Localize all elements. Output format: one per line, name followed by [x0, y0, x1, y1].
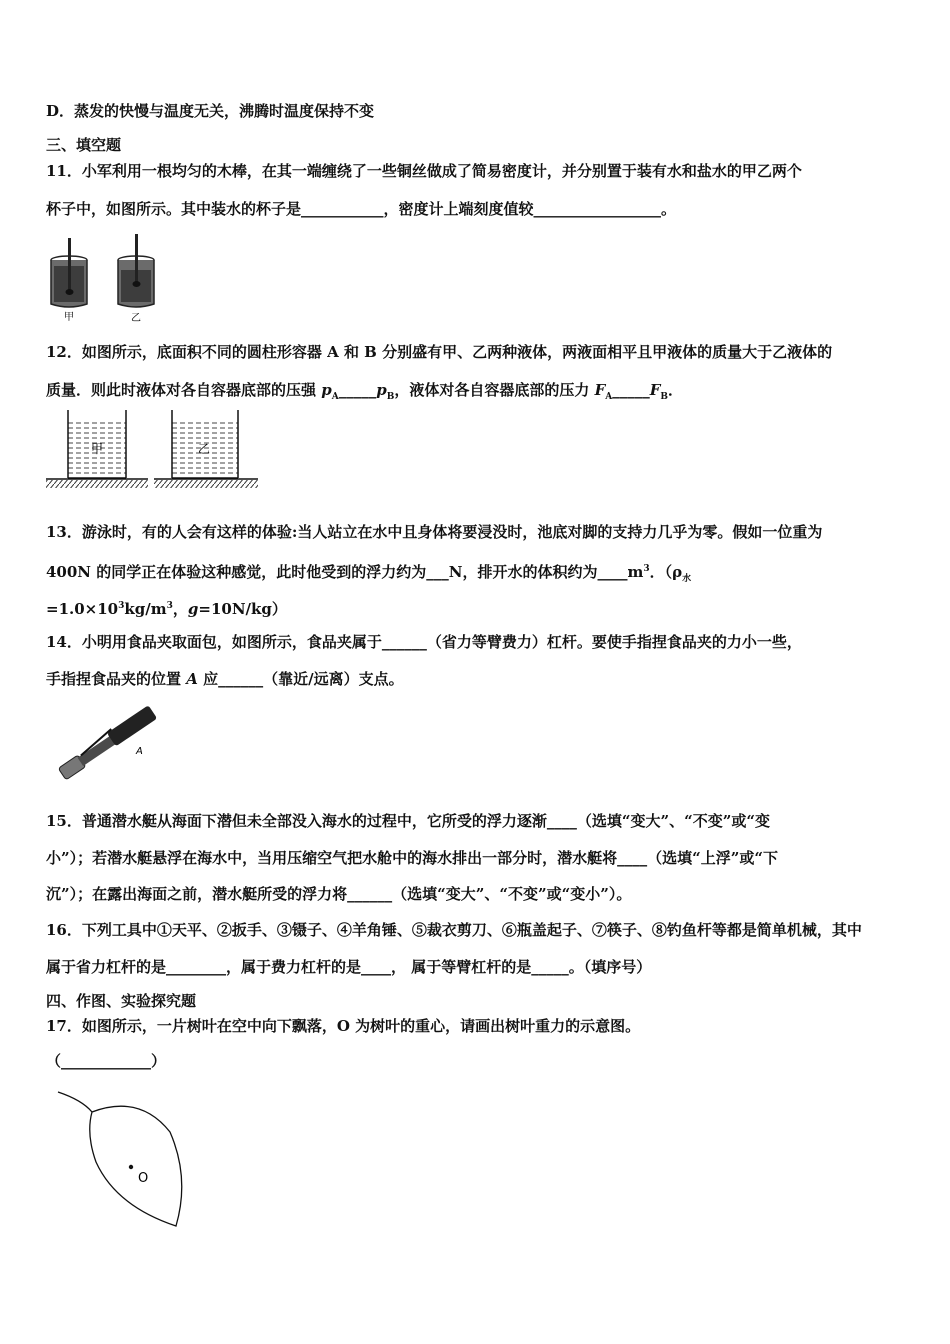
q16-line-2: 属于省力杠杆的是________，属于费力杠杆的是____， 属于等臂杠杆的是_____。（填序号） — [46, 958, 652, 976]
beaker-jia — [51, 238, 87, 307]
container-b-label: 乙 — [198, 442, 211, 456]
ground-hatching — [46, 479, 258, 488]
q14-tongs-figure — [48, 700, 168, 782]
center-of-gravity-dot — [129, 1165, 133, 1169]
beaker-yi-label: 乙 — [131, 313, 141, 324]
q16-line-1: 16．下列工具中①天平、②扳手、③镊子、④羊角锤、⑤裁衣剪刀、⑥瓶盖起子、⑦筷子、⑧钓鱼杆等都是简单机械，其中 — [46, 921, 862, 939]
q12-container-figure — [44, 406, 260, 490]
q15-line-1: 15．普通潜水艇从海面下潜但未全部没入海水的过程中，它所受的浮力逐渐____（选填“变大”、“不变”或“变 — [46, 812, 771, 830]
q17-answer-blank: （____________） — [46, 1052, 167, 1070]
q11-line-1: 11．小军利用一根均匀的木棒，在其一端缠绕了一些铜丝做成了简易密度计，并分别置于装有水和盐水的甲乙两个 — [46, 162, 802, 180]
q15-line-2: 小”）；若潜水艇悬浮在海水中，当用压缩空气把水舱中的海水排出一部分时，潜水艇将____（选填“上浮”或“下 — [46, 849, 779, 867]
q11-line-2: 杯子中，如图所示。其中装水的杯子是___________，密度计上端刻度值较_________________。 — [46, 200, 677, 218]
q13-line-1: 13．游泳时，有的人会有这样的体验:当人站立在水中且身体将要浸没时，池底对脚的支持力几乎为零。假如一位重为 — [46, 523, 823, 541]
option-d: D．蒸发的快慢与温度无关，沸腾时温度保持不变 — [46, 102, 375, 120]
q13-line-3: $=1.0\times 10^3kg/m^3$，g=10N/kg） — [46, 600, 287, 618]
q12-line-2: 质量．则此时液体对各自容器底部的压强 $p_A\_\_\_\_\_p_B$，液体对各自容器底部的压力 $F_A\_\_\_\_\_F_B$． — [46, 381, 683, 402]
q11-density-figure — [44, 232, 164, 324]
q14-line-1: 14．小明用食品夹取面包，如图所示，食品夹属于______（省力等臂费力）杠杆。要使手指捏食品夹的力小一些， — [46, 633, 802, 651]
leaf-stem — [58, 1092, 92, 1112]
q13-line-2: 400N 的同学正在体验这种感觉，此时他受到的浮力约为___N，排开水的体积约为$\_\_\_\_m^3$．（$\rho_水$ — [46, 563, 692, 584]
tongs-point-a-label: A — [136, 746, 143, 757]
center-of-gravity-label: O — [138, 1171, 149, 1186]
beaker-jia-label: 甲 — [64, 312, 74, 323]
beaker-yi — [118, 234, 154, 307]
section-4-heading: 四、作图、实验探究题 — [46, 992, 197, 1010]
leaf-outline — [90, 1106, 182, 1226]
q14-line-2: 手指捏食品夹的位置 A 应______（靠近/远离）支点。 — [46, 670, 404, 688]
food-tongs — [57, 704, 158, 780]
q17-line-1: 17．如图所示，一片树叶在空中向下飘落，O 为树叶的重心，请画出树叶重力的示意图。 — [46, 1017, 641, 1035]
q17-leaf-figure — [52, 1088, 187, 1233]
q12-line-1: 12．如图所示，底面积不同的圆柱形容器 A 和 B 分别盛有甲、乙两种液体，两液面相平且甲液体的质量大于乙液体的 — [46, 343, 833, 361]
section-3-heading: 三、填空题 — [46, 136, 122, 154]
container-a-label: 甲 — [91, 442, 104, 456]
q15-line-3: 沉”）；在露出海面之前，潜水艇所受的浮力将______（选填“变大”、“不变”或“变小”）。 — [46, 885, 632, 903]
